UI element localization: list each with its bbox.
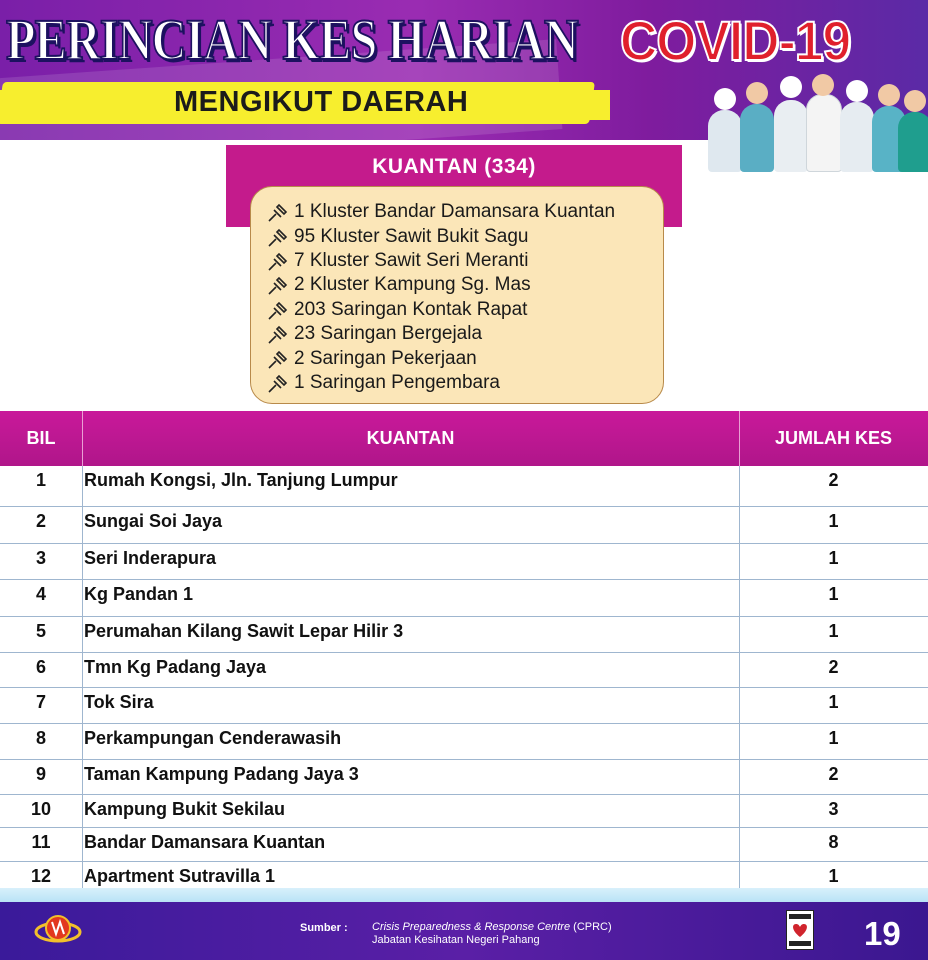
- cell-jumlah: 1: [828, 584, 839, 604]
- list-item: 1 Kluster Bandar Damansara Kuantan: [266, 200, 615, 224]
- cell-jumlah: 2: [828, 657, 839, 677]
- pushpin-icon: [266, 250, 290, 272]
- table-row: [0, 653, 928, 688]
- list-item: 7 Kluster Sawit Seri Meranti: [266, 249, 615, 273]
- list-item: 2 Saringan Pekerjaan: [266, 346, 615, 370]
- cell-bil: 8: [35, 728, 46, 748]
- table-row: [0, 760, 928, 795]
- cell-lokasi: Tmn Kg Padang Jaya: [84, 657, 267, 677]
- table-row: [0, 617, 928, 653]
- cell-lokasi: Apartment Sutravilla 1: [84, 866, 276, 886]
- cell-bil: 11: [31, 832, 51, 852]
- pushpin-icon: [266, 201, 290, 223]
- list-item: 2 Kluster Kampung Sg. Mas: [266, 273, 615, 297]
- page-title: PERINCIAN KES HARIAN: [6, 7, 578, 72]
- cell-jumlah: 2: [828, 470, 839, 490]
- cell-jumlah: 1: [828, 511, 839, 531]
- kolam-bersih-badge: [786, 910, 814, 950]
- cell-jumlah: 1: [828, 728, 839, 748]
- district-title: KUANTAN (334): [372, 155, 536, 178]
- cell-bil: 5: [35, 621, 46, 641]
- jkn-logo: [30, 910, 86, 950]
- cell-lokasi: Perumahan Kilang Sawit Lepar Hilir 3: [84, 621, 404, 641]
- district-summary-list: [266, 200, 615, 395]
- footer-stripe: [0, 888, 928, 902]
- cell-bil: 9: [35, 764, 46, 784]
- cell-bil: 2: [35, 511, 46, 531]
- cell-bil: 6: [35, 657, 46, 677]
- table-row: [0, 544, 928, 580]
- cell-jumlah: 2: [828, 764, 839, 784]
- pushpin-icon: [266, 226, 290, 248]
- table-row: [0, 580, 928, 617]
- cases-table: [0, 411, 928, 898]
- cell-lokasi: Perkampungan Cenderawasih: [84, 728, 342, 748]
- source-line-2: Jabatan Kesihatan Negeri Pahang: [372, 934, 540, 946]
- list-item: 1 Saringan Pengembara: [266, 371, 615, 395]
- column-header-jumlah-kes: JUMLAH KES: [774, 428, 892, 448]
- cell-bil: 3: [35, 548, 46, 568]
- cell-jumlah: 1: [828, 548, 839, 568]
- cell-bil: 1: [35, 470, 46, 490]
- pushpin-icon: [266, 348, 290, 370]
- source-text: [372, 921, 612, 947]
- cell-lokasi: Tok Sira: [84, 692, 154, 712]
- cell-jumlah: 1: [828, 621, 839, 641]
- cell-lokasi: Sungai Soi Jaya: [84, 511, 223, 531]
- table-row: [0, 507, 928, 544]
- list-item: 203 Saringan Kontak Rapat: [266, 298, 615, 322]
- cell-lokasi: Kg Pandan 1: [84, 584, 194, 604]
- pushpin-icon: [266, 323, 290, 345]
- cell-bil: 12: [30, 866, 52, 886]
- medical-staff-illustration: [700, 74, 928, 172]
- cell-lokasi: Kampung Bukit Sekilau: [84, 799, 286, 819]
- table-body: [0, 466, 928, 898]
- cell-bil: 10: [30, 799, 52, 819]
- table-row: [0, 688, 928, 724]
- source-label: Sumber :: [300, 922, 348, 934]
- column-header-kuantan: KUANTAN: [82, 411, 740, 466]
- cell-jumlah: 1: [828, 692, 839, 712]
- pushpin-icon: [266, 372, 290, 394]
- cell-lokasi: Taman Kampung Padang Jaya 3: [84, 764, 359, 784]
- cell-jumlah: 1: [828, 866, 839, 886]
- cell-jumlah: 3: [828, 799, 839, 819]
- pushpin-icon: [266, 274, 290, 296]
- cell-lokasi: Seri Inderapura: [84, 548, 217, 568]
- page-number: 19: [864, 915, 901, 952]
- pushpin-icon: [266, 299, 290, 321]
- page-subtitle: MENGIKUT DAERAH: [174, 86, 469, 118]
- table-header: [0, 411, 928, 466]
- covid-title: COVID-19: [620, 9, 851, 72]
- cell-lokasi: Bandar Damansara Kuantan: [84, 832, 326, 852]
- column-header-bil: BIL: [0, 411, 83, 466]
- list-item: 23 Saringan Bergejala: [266, 322, 615, 346]
- cell-jumlah: 8: [828, 832, 839, 852]
- table-row: [0, 724, 928, 760]
- cell-bil: 4: [35, 584, 46, 604]
- source-line-1: Crisis Preparedness & Response Centre (CPRC): [372, 921, 612, 933]
- cell-bil: 7: [35, 692, 46, 712]
- table-row: [0, 828, 928, 862]
- cell-lokasi: Rumah Kongsi, Jln. Tanjung Lumpur: [84, 470, 398, 490]
- table-row: [0, 466, 928, 507]
- table-row: [0, 795, 928, 828]
- list-item: 95 Kluster Sawit Bukit Sagu: [266, 224, 615, 248]
